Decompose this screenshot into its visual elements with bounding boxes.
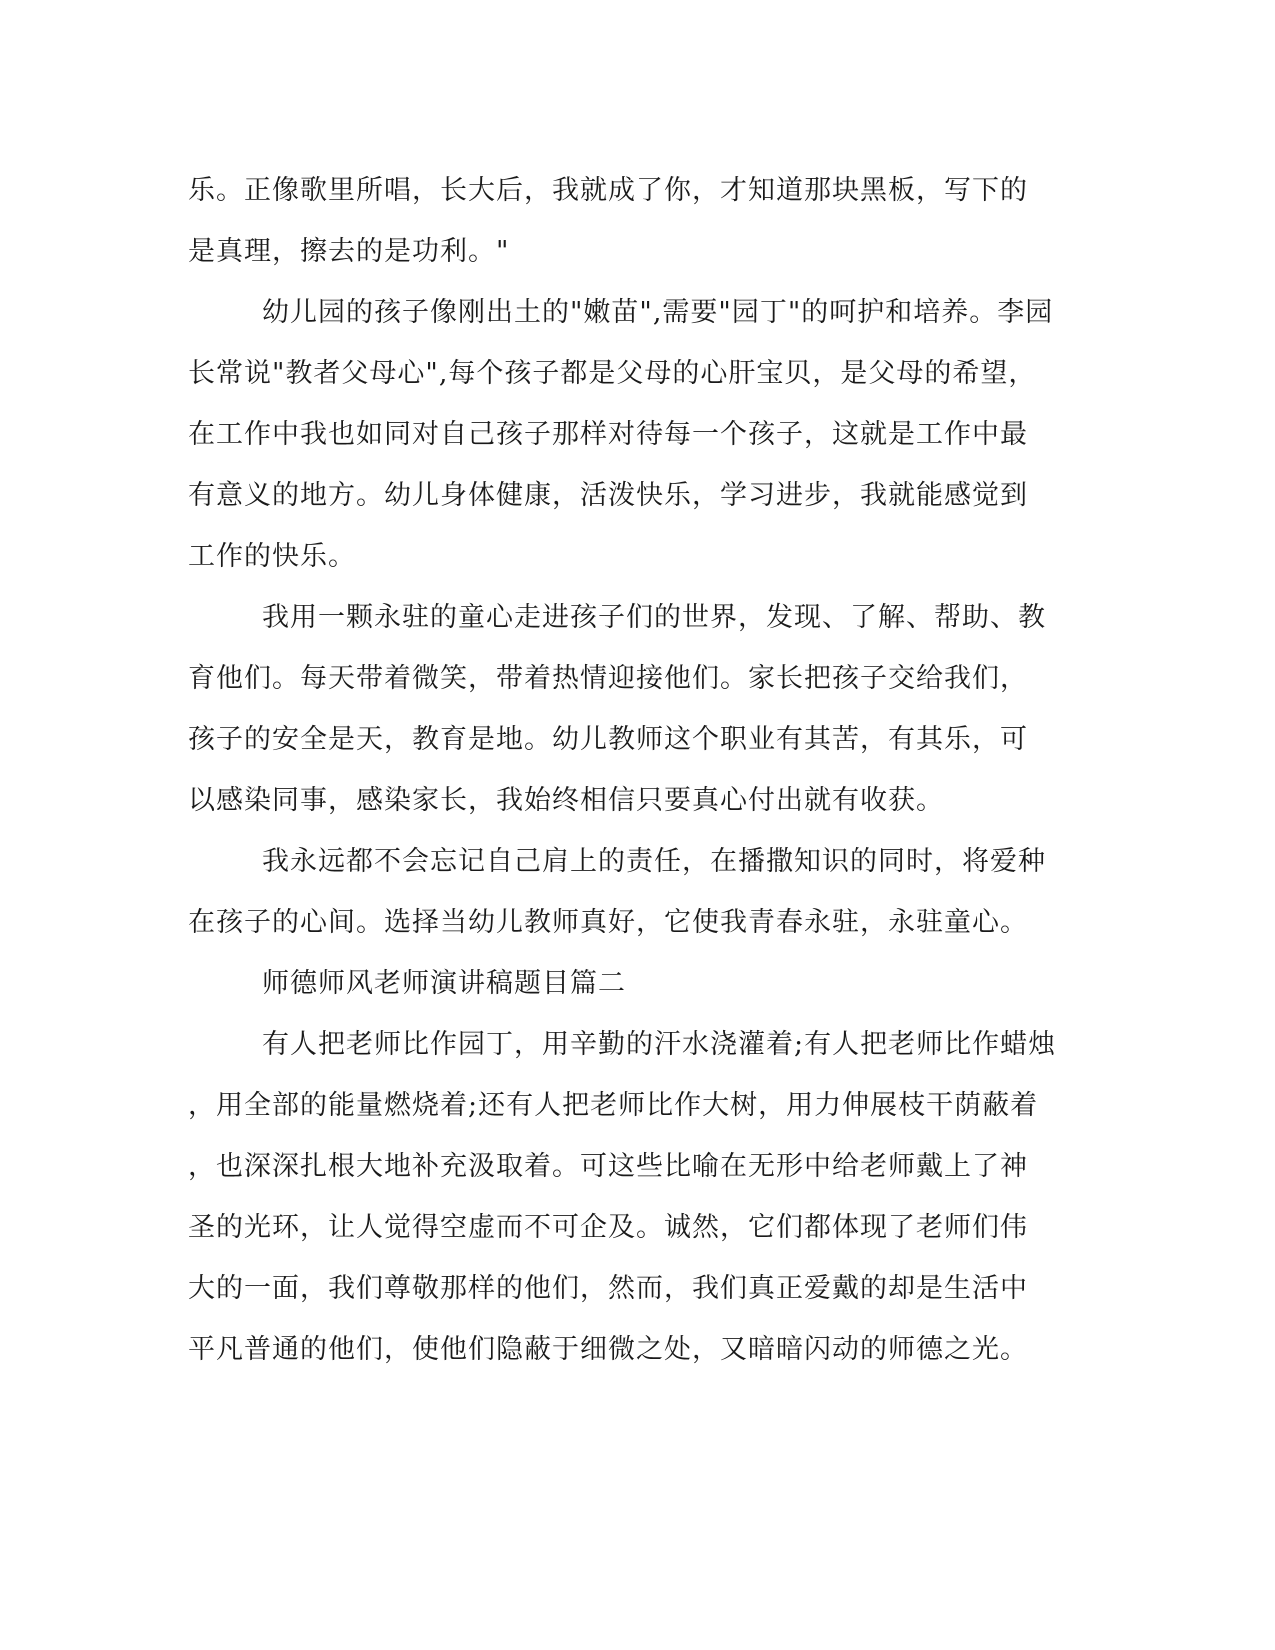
text-line: 幼儿园的孩子像刚出土的"嫩苗",需要"园丁"的呵护和培养。李园 [262,297,1054,328]
section-title: 师德师风老师演讲稿题目篇二 [262,968,626,999]
paragraph-metaphors [188,1014,1088,1380]
text-line: ，也深深扎根大地补充汲取着。可这些比喻在无形中给老师戴上了神 [188,1151,1028,1182]
text-line: 在孩子的心间。选择当幼儿教师真好，它使我青春永驻，永驻童心。 [188,907,1028,938]
text-line: 工作的快乐。 [188,541,356,572]
text-line: 我永远都不会忘记自己肩上的责任，在播撒知识的同时，将爱种 [262,846,1046,877]
text-line: 有意义的地方。幼儿身体健康，活泼快乐，学习进步，我就能感觉到 [188,480,1028,511]
text-line: 大的一面，我们尊敬那样的他们，然而，我们真正爱戴的却是生活中 [188,1273,1028,1304]
text-line: 以感染同事，感染家长，我始终相信只要真心付出就有收获。 [188,785,944,816]
document-body [188,160,1088,1380]
section-heading [188,953,1088,1014]
paragraph-responsibility [188,831,1088,953]
paragraph-continuation [188,160,1088,282]
paragraph-childlike-heart [188,587,1088,831]
text-line: 育他们。每天带着微笑，带着热情迎接他们。家长把孩子交给我们， [188,663,1028,694]
text-line: 孩子的安全是天，教育是地。幼儿教师这个职业有其苦，有其乐，可 [188,724,1028,755]
text-line: 圣的光环，让人觉得空虚而不可企及。诚然，它们都体现了老师们伟 [188,1212,1028,1243]
text-line: 在工作中我也如同对自己孩子那样对待每一个孩子，这就是工作中最 [188,419,1028,450]
text-line: 长常说"教者父母心",每个孩子都是父母的心肝宝贝，是父母的希望， [188,358,1037,389]
text-line: 平凡普通的他们，使他们隐蔽于细微之处，又暗暗闪动的师德之光。 [188,1334,1028,1365]
text-line: 我用一颗永驻的童心走进孩子们的世界，发现、了解、帮助、教 [262,602,1046,633]
text-line: 是真理，擦去的是功利。" [188,236,510,267]
text-line: 有人把老师比作园丁，用辛勤的汗水浇灌着;有人把老师比作蜡烛 [262,1029,1057,1060]
paragraph-kindergarten [188,282,1088,587]
text-line: ，用全部的能量燃烧着;还有人把老师比作大树，用力伸展枝干荫蔽着 [188,1090,1039,1121]
text-line: 乐。正像歌里所唱，长大后，我就成了你，才知道那块黑板，写下的 [188,175,1028,206]
